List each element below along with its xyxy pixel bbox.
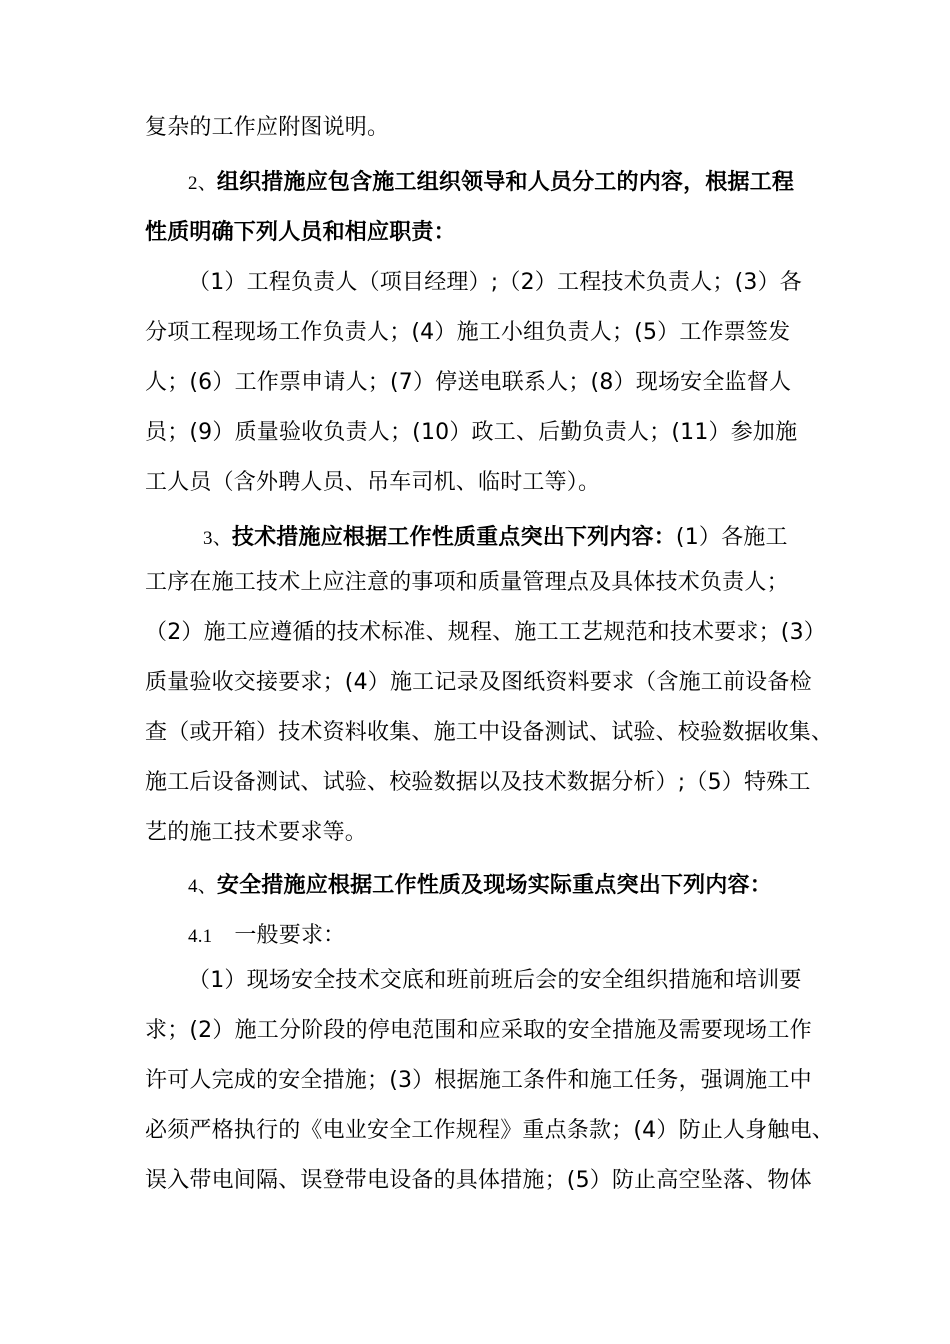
section-heading: [203, 523, 873, 554]
line-text: 许可人完成的安全措施；(3）根据施工条件和施工任务，强调施工中: [145, 1068, 812, 1093]
line-text: (1）各施工: [675, 525, 788, 550]
section-heading-text: 组织措施应包含施工组织领导和人员分工的内容，根据工程: [216, 170, 795, 195]
line-text: 工人员（含外聘人员、吊车司机、临时工等）。: [145, 470, 601, 495]
section-number: 2、: [188, 173, 217, 194]
line-text: 施工后设备测试、试验、校验数据以及技术数据分析）;（5）特殊工: [145, 770, 811, 795]
line-text: 质量验收交接要求；(4）施工记录及图纸资料要求（含施工前设备检: [145, 670, 812, 695]
line-text: 必须严格执行的《电业安全工作规程》重点条款；(4）防止人身触电、: [145, 1118, 834, 1143]
paragraph-line: [145, 768, 815, 798]
subsection-heading: [188, 921, 858, 952]
subsection-number: 4.1: [188, 926, 213, 947]
paragraph-line: [145, 1166, 815, 1196]
line-text: 误入带电间隔、误登带电设备的具体措施；(5）防止高空坠落、物体: [145, 1168, 812, 1193]
section-number: 3、: [203, 528, 232, 549]
paragraph-line: [145, 418, 815, 448]
line-text: 艺的施工技术要求等。: [145, 820, 368, 845]
section-heading-text: 安全措施应根据工作性质及现场实际重点突出下列内容：: [216, 873, 772, 898]
subsection-heading-text: 一般要求：: [234, 923, 346, 948]
paragraph-line: [145, 1116, 834, 1146]
paragraph-line: [145, 1016, 815, 1046]
section-number: 4、: [188, 876, 217, 897]
paragraph-line: [145, 1066, 815, 1096]
line-text: 人；(6）工作票申请人；(7）停送电联系人；(8）现场安全监督人: [145, 370, 792, 395]
line-text: 员；(9）质量验收负责人；(10）政工、后勤负责人；(11）参加施: [145, 420, 798, 445]
paragraph-line: [145, 568, 815, 598]
line-text: 求；(2）施工分阶段的停电范围和应采取的安全措施及需要现场工作: [145, 1018, 812, 1043]
paragraph-line: [145, 368, 815, 398]
line-text: 查（或开箱）技术资料收集、施工中设备测试、试验、校验数据收集、: [145, 720, 834, 745]
paragraph-line: [145, 818, 815, 848]
line-text: （2）施工应遵循的技术标准、规程、施工工艺规范和技术要求；(3）: [145, 620, 826, 645]
paragraph-line: [188, 966, 858, 996]
section-heading-continuation: [145, 218, 815, 248]
section-heading-text: 技术措施应根据工作性质重点突出下列内容：: [231, 525, 676, 550]
paragraph-line: [145, 468, 815, 498]
paragraph-line: [145, 318, 815, 348]
line-text: 分项工程现场工作负责人；(4）施工小组负责人；(5）工作票签发: [145, 320, 791, 345]
section-heading: [188, 871, 858, 902]
line-text: 性质明确下列人员和相应职责：: [145, 220, 456, 245]
paragraph-line: [145, 618, 826, 648]
paragraph-line: [188, 268, 858, 298]
section-heading: [188, 168, 858, 199]
line-text: （1）工程负责人（项目经理）;（2）工程技术负责人；(3）各: [188, 270, 802, 295]
line-text: （1）现场安全技术交底和班前班后会的安全组织措施和培训要: [188, 968, 802, 993]
line-text: 工序在施工技术上应注意的事项和质量管理点及具体技术负责人；: [145, 570, 789, 595]
paragraph-line: [145, 668, 815, 698]
paragraph-line: [145, 718, 834, 748]
paragraph-line: [145, 113, 815, 143]
line-text: 复杂的工作应附图说明。: [145, 115, 390, 140]
